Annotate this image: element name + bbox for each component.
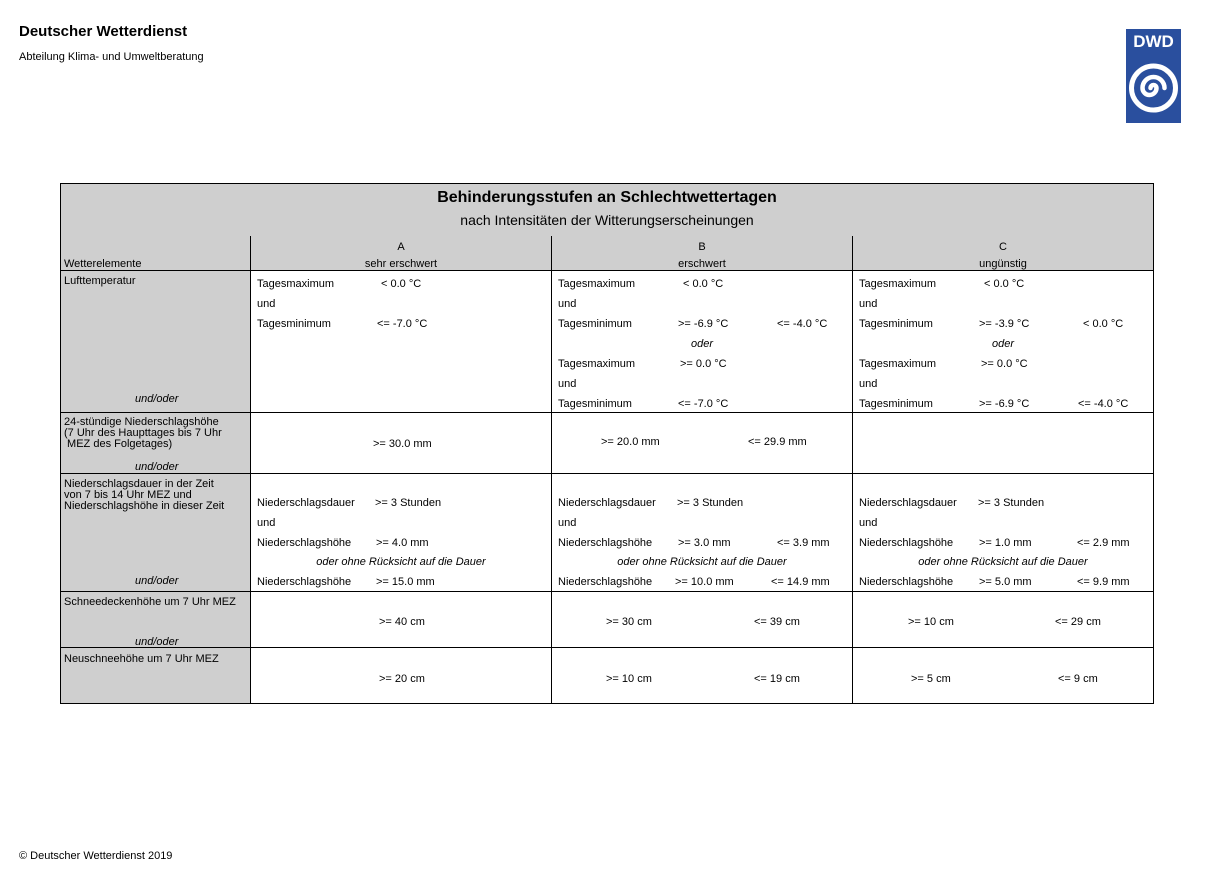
cell-value: <= 19 cm (754, 673, 800, 685)
cell-value: >= 4.0 mm (376, 537, 429, 549)
cell-value: >= 5 cm (911, 673, 951, 685)
cell-label: Niederschlagsdauer (859, 497, 957, 509)
cell-value: <= -4.0 °C (1078, 398, 1129, 410)
cell-connector: oder ohne Rücksicht auf die Dauer (918, 556, 1088, 568)
cell-label: Tagesmaximum (859, 358, 937, 370)
cell-value: <= 3.9 mm (777, 537, 830, 549)
cell-label: Tagesminimum (558, 398, 632, 410)
cell-connector: und (558, 517, 577, 529)
cell-value: <= 39 cm (754, 616, 800, 628)
cell-value: >= -6.9 °C (979, 398, 1030, 410)
cell-label: Tagesminimum (558, 318, 632, 330)
cell-value: <= 29.9 mm (748, 436, 807, 448)
cell-value: < 0.0 °C (683, 278, 724, 290)
cell-label: Tagesmaximum (558, 358, 636, 370)
cell-label: Tagesmaximum (558, 278, 636, 290)
cell-connector: oder ohne Rücksicht auf die Dauer (316, 556, 486, 568)
connector-und-oder: und/oder (135, 636, 179, 648)
cell-value: >= 20 cm (379, 673, 425, 685)
cell-value: >= 10 cm (908, 616, 954, 628)
grid-line (61, 647, 1153, 648)
cell-label: Niederschlagshöhe (558, 576, 653, 588)
grid-line (551, 236, 552, 703)
grid-line (250, 236, 251, 703)
cell-value: <= 9 cm (1058, 673, 1098, 685)
cell-connector: und (859, 378, 878, 390)
connector-und-oder: und/oder (135, 461, 179, 473)
connector-und-oder: und/oder (135, 575, 179, 587)
cell-value: >= 10 cm (606, 673, 652, 685)
cell-value: >= 15.0 mm (376, 576, 435, 588)
cell-label: Niederschlagshöhe (257, 576, 352, 588)
grid-line (61, 270, 1153, 271)
cell-value: >= 20.0 mm (601, 436, 660, 448)
row-label-precip24-line3: MEZ des Folgetages) (64, 438, 173, 450)
grid-line (61, 591, 1153, 592)
cell-value: < 0.0 °C (984, 278, 1025, 290)
cell-label: Tagesmaximum (257, 278, 335, 290)
level-b-name: erschwert (678, 258, 726, 270)
grid-line (61, 473, 1153, 474)
row-label-precip24: 24-stündige Niederschlagshöhe (64, 416, 219, 428)
cell-value: < 0.0 °C (1083, 318, 1124, 330)
spiral-icon (1127, 56, 1180, 120)
cell-value: <= 29 cm (1055, 616, 1101, 628)
connector-und-oder: und/oder (135, 393, 179, 405)
cell-value: >= -6.9 °C (678, 318, 729, 330)
cell-connector: und (257, 298, 276, 310)
level-c-name: ungünstig (979, 258, 1027, 270)
dwd-logo (1126, 29, 1181, 123)
cell-value: <= 14.9 mm (771, 576, 830, 588)
row-label-new-snow: Neuschneehöhe um 7 Uhr MEZ (64, 653, 219, 665)
cell-label: Tagesminimum (859, 318, 933, 330)
cell-value: >= 3.0 mm (678, 537, 731, 549)
cell-value: >= 3 Stunden (677, 497, 744, 509)
cell-value: <= -7.0 °C (377, 318, 428, 330)
grid-line (852, 236, 853, 703)
cell-value: <= 9.9 mm (1077, 576, 1130, 588)
cell-value: >= 30.0 mm (373, 438, 432, 450)
cell-value: < 0.0 °C (381, 278, 422, 290)
row-label-temperature: Lufttemperatur (64, 275, 136, 287)
level-a-letter: A (397, 241, 405, 253)
cell-value: <= -7.0 °C (678, 398, 729, 410)
table-title: Behinderungsstufen an Schlechtwettertagen (437, 189, 777, 206)
weather-table (60, 183, 1154, 704)
cell-label: Tagesmaximum (859, 278, 937, 290)
department-name: Abteilung Klima- und Umweltberatung (19, 51, 204, 63)
cell-label: Tagesminimum (257, 318, 331, 330)
row-label-precipdur: Niederschlagsdauer in der Zeit (64, 478, 214, 490)
cell-label: Tagesminimum (859, 398, 933, 410)
level-b-letter: B (698, 241, 706, 253)
cell-label: Niederschlagshöhe (558, 537, 653, 549)
cell-value: >= 30 cm (606, 616, 652, 628)
cell-value: >= 0.0 °C (680, 358, 727, 370)
cell-value: >= 3 Stunden (978, 497, 1045, 509)
row-label-precip24-line2: (7 Uhr des Haupttages bis 7 Uhr (64, 427, 222, 439)
cell-value: >= 5.0 mm (979, 576, 1032, 588)
level-c-letter: C (999, 241, 1007, 253)
cell-connector: oder (991, 338, 1015, 350)
cell-value: >= 10.0 mm (675, 576, 734, 588)
cell-label: Niederschlagshöhe (859, 576, 954, 588)
cell-label: Niederschlagsdauer (558, 497, 656, 509)
copyright: © Deutscher Wetterdienst 2019 (19, 850, 173, 862)
cell-connector: und (859, 517, 878, 529)
cell-value: >= 3 Stunden (375, 497, 442, 509)
cell-label: Niederschlagsdauer (257, 497, 355, 509)
cell-connector: und (558, 298, 577, 310)
cell-connector: oder (690, 338, 714, 350)
grid-line (61, 412, 1153, 413)
cell-value: >= -3.9 °C (979, 318, 1030, 330)
cell-label: Niederschlagshöhe (257, 537, 352, 549)
logo-text: DWD (1133, 32, 1174, 51)
row-label-snow-depth: Schneedeckenhöhe um 7 Uhr MEZ (64, 596, 236, 608)
cell-value: >= 1.0 mm (979, 537, 1032, 549)
col-header-elements: Wetterelemente (64, 258, 142, 270)
cell-connector: und (257, 517, 276, 529)
cell-value: >= 40 cm (379, 616, 425, 628)
cell-connector: und (859, 298, 878, 310)
cell-value: <= -4.0 °C (777, 318, 828, 330)
level-a-name: sehr erschwert (364, 258, 438, 270)
cell-value: >= 0.0 °C (981, 358, 1028, 370)
cell-value: <= 2.9 mm (1077, 537, 1130, 549)
row-label-precipdur-line2: von 7 bis 14 Uhr MEZ und (64, 489, 192, 501)
cell-label: Niederschlagshöhe (859, 537, 954, 549)
row-label-precipdur-line3: Niederschlagshöhe in dieser Zeit (64, 500, 225, 512)
cell-connector: oder ohne Rücksicht auf die Dauer (617, 556, 787, 568)
cell-connector: und (558, 378, 577, 390)
org-name: Deutscher Wetterdienst (19, 23, 188, 40)
table-subtitle: nach Intensitäten der Witterungserscheinungen (460, 212, 754, 228)
